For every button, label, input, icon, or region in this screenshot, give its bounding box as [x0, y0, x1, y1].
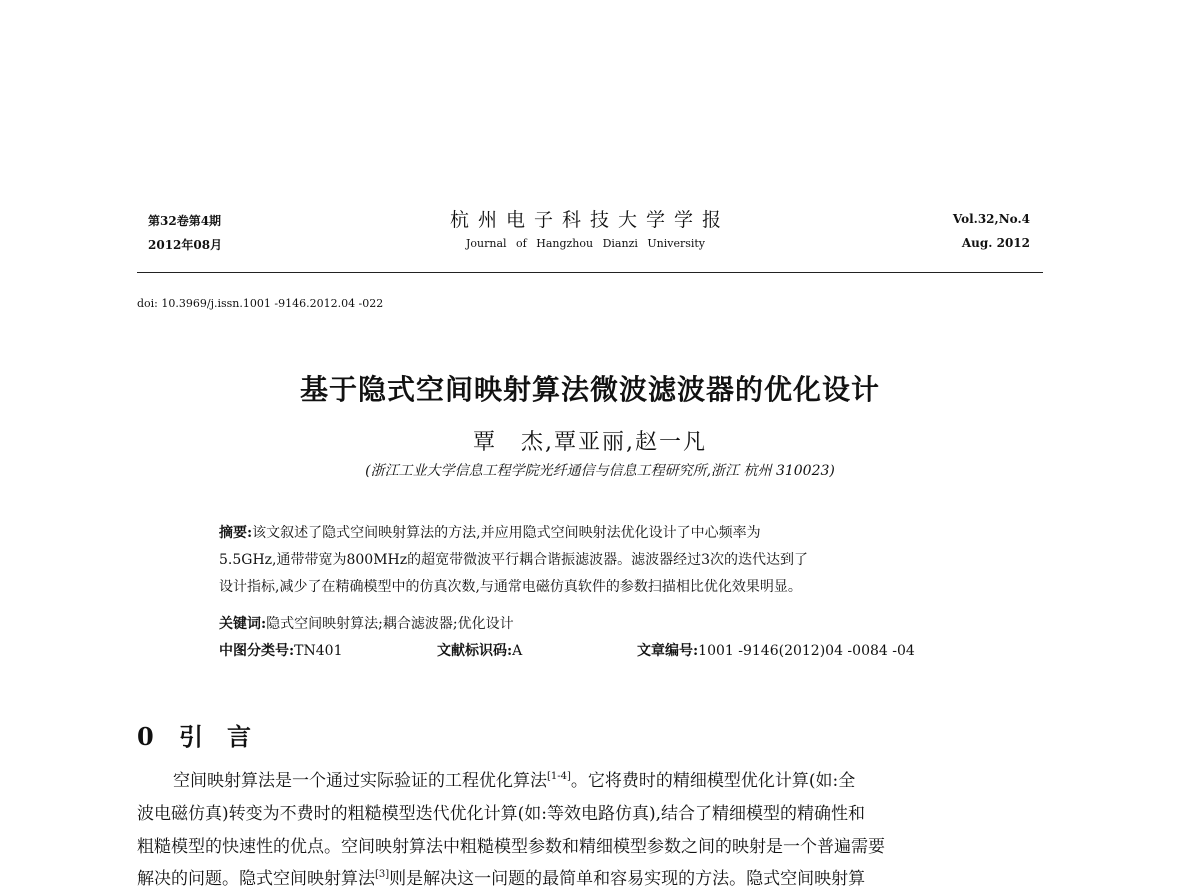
body-line-3: 粗糙模型的快速性的优点。空间映射算法中粗糙模型参数和精细模型参数之间的映射是一个普遍需要 [137, 837, 885, 857]
body-line-4-text-a: 解决的问题。隐式空间映射算法 [137, 869, 375, 889]
body-line-1 [173, 766, 855, 791]
body-line-4 [137, 864, 865, 889]
article-number [637, 640, 915, 660]
abstract-line-3: 设计指标,减少了在精确模型中的仿真次数,与通常电磁仿真软件的参数扫描相比优化效果明显。 [219, 579, 802, 595]
keywords [219, 613, 514, 633]
body-line-4-text-b: 则是解决这一问题的最简单和容易实现的方法。隐式空间映射算 [389, 869, 866, 889]
section-title: 引 言 [179, 722, 251, 751]
article-number-value: 1001 -9146(2012)04 -0084 -04 [698, 643, 915, 659]
journal-title-cn: 杭州电子科技大学学报 [450, 209, 731, 231]
doi: doi: 10.3969/j.issn.1001 -9146.2012.04 -022 [137, 297, 384, 310]
article-number-label: 文章编号: [637, 643, 699, 659]
document-code-value: A [512, 643, 523, 659]
volume-number-en: Vol.32,No.4 [952, 212, 1030, 226]
abstract-text-1: 该文叙述了隐式空间映射算法的方法,并应用隐式空间映射法优化设计了中心频率为 [252, 525, 761, 541]
document-code-label: 文献标识码: [437, 643, 513, 659]
paper-title: 基于隐式空间映射算法微波滤波器的优化设计 [299, 373, 880, 406]
body-line-1-text-a: 空间映射算法是一个通过实际验证的工程优化算法 [173, 771, 547, 791]
citation-1-4: [1-4] [547, 771, 571, 782]
clc-label: 中图分类号: [219, 643, 295, 659]
header-rule [137, 272, 1043, 273]
document-code [437, 640, 522, 660]
clc-value: TN401 [294, 643, 343, 659]
abstract-line-2: 5.5GHz,通带带宽为800MHz的超宽带微波平行耦合谐振滤波器。滤波器经过3次的迭代达到了 [219, 552, 809, 568]
authors: 覃 杰,覃亚丽,赵一凡 [473, 430, 707, 455]
affiliation: (浙江工业大学信息工程学院光纤通信与信息工程研究所,浙江 杭州 310023) [365, 463, 835, 479]
keywords-label: 关键词: [219, 616, 267, 632]
journal-title-en: Journal of Hangzhou Dianzi University [466, 237, 706, 250]
body-line-2: 波电磁仿真)转变为不费时的粗糙模型迭代优化计算(如:等效电路仿真),结合了精细模型的精确性和 [137, 804, 866, 824]
section-heading [137, 717, 251, 752]
section-number: 0 [137, 722, 154, 751]
date-en: Aug. 2012 [961, 236, 1030, 250]
abstract-line-1 [219, 522, 761, 542]
publication-date: 2012年08月 [148, 238, 223, 252]
body-line-1-text-b: 。它将费时的精细模型优化计算(如:全 [570, 771, 856, 791]
abstract-label: 摘要: [219, 525, 253, 541]
citation-3: [3] [375, 869, 390, 880]
keywords-value: 隐式空间映射算法;耦合滤波器;优化设计 [266, 616, 514, 632]
volume-issue: 第32卷第4期 [148, 214, 222, 228]
clc-number [219, 640, 342, 660]
